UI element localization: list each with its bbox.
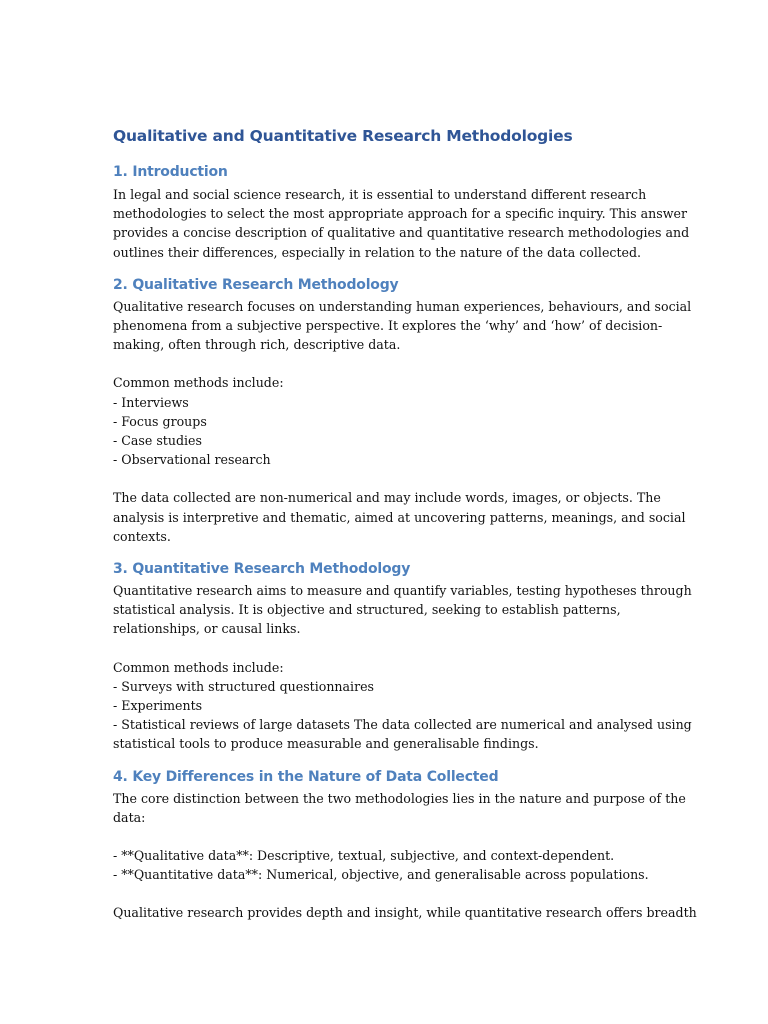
text-line: The data collected are non-numerical and may include words, images, or objects. The [113, 490, 661, 506]
paragraph [113, 488, 686, 546]
text-line: phenomena from a subjective perspective. It explores the ‘why’ and ‘how’ of decision- [113, 318, 663, 334]
list-item: - Statistical reviews of large datasets The data collected are numerical and analysed using [113, 717, 692, 733]
section-heading: 1. Introduction [113, 164, 228, 180]
section-heading: 4. Key Differences in the Nature of Data Collected [113, 768, 499, 785]
text-line: Quantitative research aims to measure and quantify variables, testing hypotheses through [113, 583, 692, 599]
list-item: - Experiments [113, 698, 203, 714]
differences-list [113, 846, 658, 884]
section-qualitative [113, 275, 692, 546]
list-intro: Common methods include: [113, 659, 284, 675]
text-line: The core distinction between the two methodologies lies in the nature and purpose of the [113, 790, 686, 806]
list-item: - Case studies [113, 433, 202, 449]
list-item: - Surveys with structured questionnaires [113, 678, 375, 694]
text-line: In legal and social science research, it is essential to understand different research [113, 187, 647, 202]
paragraph [113, 185, 690, 262]
section-heading: 2. Qualitative Research Methodology [113, 276, 399, 293]
text-line: statistical tools to produce measurable and generalisable findings. [113, 736, 539, 752]
paragraph [113, 297, 692, 355]
list-intro: Common methods include: [113, 375, 284, 391]
text-line: analysis is interpretive and thematic, aimed at uncovering patterns, meanings, and social [113, 509, 686, 525]
section-introduction [113, 162, 690, 262]
text-line: data: [113, 809, 146, 825]
list-item: - **Quantitative data**: Numerical, objective, and generalisable across populations. [113, 867, 649, 883]
text-line: making, often through rich, descriptive data. [113, 337, 401, 353]
text-line: relationships, or causal links. [113, 621, 301, 637]
text-line: contexts. [113, 528, 171, 544]
methods-list [113, 658, 692, 754]
text-line: statistical analysis. It is objective and structured, seeking to establish patterns, [113, 602, 621, 618]
text-line: Qualitative research provides depth and insight, while quantitative research offers breadth [113, 905, 697, 921]
list-item: - **Qualitative data**: Descriptive, textual, subjective, and context-dependent. [113, 848, 615, 864]
paragraph [113, 903, 697, 922]
paragraph [113, 789, 686, 827]
paragraph [113, 581, 692, 639]
text-line: methodologies to select the most appropriate approach for a specific inquiry. This answer [113, 206, 687, 222]
methods-list [113, 373, 658, 469]
document-title: Qualitative and Quantitative Research Methodologies [113, 127, 573, 145]
section-quantitative [113, 559, 692, 754]
text-line: provides a concise description of qualitative and quantitative research methodologies and [113, 225, 690, 241]
text-line: outlines their differences, especially in relation to the nature of the data collected. [113, 244, 642, 260]
document-page [113, 110, 697, 923]
text-line: Qualitative research focuses on understanding human experiences, behaviours, and social [113, 298, 692, 314]
list-item: - Observational research [113, 452, 271, 468]
section-key-differences [113, 767, 697, 923]
section-heading: 3. Quantitative Research Methodology [113, 561, 411, 578]
list-item: - Focus groups [113, 413, 207, 429]
list-item: - Interviews [113, 394, 189, 410]
